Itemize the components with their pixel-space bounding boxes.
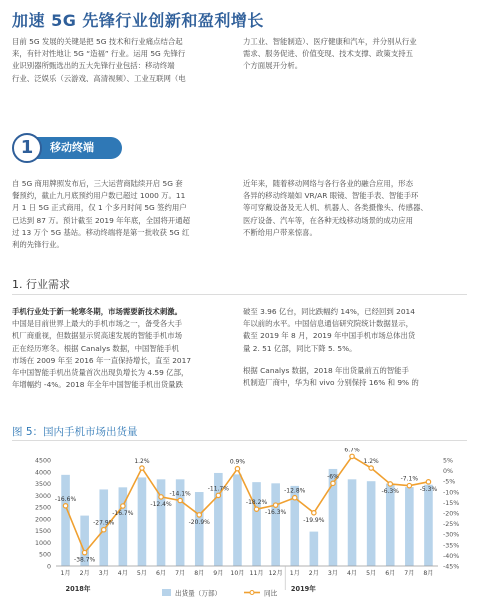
demand-left-column	[12, 306, 232, 391]
mobile-left-column	[12, 178, 232, 251]
bar	[61, 475, 70, 566]
text-line: 各异的移动终端如 VR/AR 眼镜、智能手表、智能手环	[243, 191, 419, 201]
left-tick-label: 4500	[34, 457, 51, 465]
figure-title: 图 5：国内手机市场出货量	[12, 426, 138, 438]
line-point	[312, 511, 316, 515]
right-tick-label: -35%	[443, 542, 460, 550]
left-tick-label: 3000	[34, 492, 51, 500]
x-tick-label: 6月	[385, 570, 396, 577]
text-line: 行业、泛娱乐（云游戏、高清视频）、工业互联网（电	[12, 73, 186, 83]
text-line: 截至 2019 年 8 月，2019 年中国手机市场总体出货	[243, 331, 416, 341]
x-axis	[56, 566, 438, 593]
right-tick-label: 5%	[443, 457, 453, 465]
data-label: -7.1%	[400, 475, 419, 483]
data-label: -18.2%	[245, 499, 268, 507]
data-label: -19.9%	[303, 516, 325, 524]
right-tick-label: -5%	[443, 478, 456, 486]
data-label: -5.3%	[419, 485, 438, 493]
text-line: 机厂商重视，但数据显示贸高速发展的智能手机市场	[12, 331, 182, 341]
line-series	[55, 448, 438, 564]
text-line: 过 13 万个 5G 基站。移动终端将是第一批收获 5G 红	[12, 227, 190, 237]
x-tick-label: 2月	[308, 570, 319, 577]
data-label: -11.7%	[207, 485, 229, 493]
right-tick-label: -20%	[443, 510, 460, 518]
text-line: 机制造厂商中，华为和 vivo 分别保持 16% 和 9% 的	[243, 378, 419, 388]
x-tick-label: 12月	[268, 570, 283, 577]
text-line: 市场在 2009 年至 2016 年一直保持增长，直至 2017	[12, 355, 192, 365]
legend-label-bar: 出货量（万部）	[175, 589, 222, 598]
mobile-right-column	[243, 178, 468, 239]
left-tick-label: 2000	[34, 516, 51, 524]
left-axis	[35, 458, 51, 571]
line-point	[369, 466, 373, 470]
text-line: 个方面展开分析。	[243, 61, 303, 71]
text-line: 等可穿戴设备及无人机、机器人、各类摄像头、传感器、	[243, 203, 428, 213]
year-label-2018: 2018年	[65, 585, 91, 593]
text-line: 不断给用户带来惊喜。	[243, 227, 317, 237]
line-point	[331, 481, 335, 485]
x-tick-label: 1月	[289, 570, 300, 577]
data-label: -27.9%	[93, 519, 115, 527]
figure-divider	[12, 440, 467, 441]
line-point	[273, 503, 277, 507]
badge-number: 1	[12, 133, 42, 163]
data-label: -16.3%	[265, 509, 287, 517]
text-line: 月 1 日 5G 正式商用，仅 1 个多月时间 5G 签约用户	[12, 203, 187, 213]
text-line: 医疗设备、汽车等，在各种无线移动场景的成功应用	[243, 215, 413, 225]
line-point	[197, 513, 201, 517]
legend-label-line: 同比	[264, 589, 278, 598]
text-line: 力工业、智能制造）、医疗健康和汽车，并分别从行业	[243, 37, 417, 46]
x-tick-label: 3月	[98, 570, 109, 577]
demand-right-column	[243, 306, 468, 389]
text-line: 年中国智能手机出货量首次出现负增长为 4.59 亿部，	[12, 368, 189, 378]
intro-left-column	[12, 36, 232, 85]
data-label: -12.4%	[150, 500, 172, 508]
x-tick-label: 5月	[136, 570, 148, 577]
bold-lead: 手机行业处于新一轮寒冬期，市场需要新技术刺激。	[12, 307, 182, 316]
line-point	[121, 504, 125, 508]
right-tick-label: -25%	[443, 521, 460, 529]
data-label: -6.3%	[381, 487, 399, 495]
data-label: 1.2%	[134, 458, 150, 466]
right-tick-label: -30%	[443, 531, 460, 539]
line-point	[426, 480, 430, 484]
text-line: 年增幅约 -4%。2018 年全年中国智能手机出货量跌	[12, 380, 183, 390]
bar	[233, 474, 242, 566]
section-divider	[12, 294, 467, 295]
text-line: 目前 5G 发展的关键是把 5G 技术和行业痛点结合起	[12, 37, 183, 46]
left-tick-label: 4000	[34, 469, 51, 477]
text-line: 利的先锋行业。	[12, 240, 64, 250]
bar	[405, 487, 414, 566]
x-tick-label: 9月	[213, 570, 224, 577]
x-tick-label: 1月	[60, 570, 71, 577]
x-tick-label: 4月	[346, 570, 358, 577]
left-tick-label: 2500	[34, 504, 51, 512]
bar	[195, 492, 204, 566]
line-point	[63, 504, 67, 508]
x-tick-label: 10月	[230, 570, 245, 577]
left-tick-label: 1500	[34, 528, 51, 536]
bar	[252, 482, 261, 566]
line-point	[216, 493, 220, 497]
bar	[348, 479, 357, 566]
text-line: 近年来，随着移动网络与各行各业的融合应用，形态	[243, 179, 413, 188]
legend-marker	[250, 591, 254, 595]
bar	[367, 481, 376, 566]
x-tick-label: 6月	[155, 570, 167, 577]
data-label: -16.7%	[112, 510, 134, 518]
x-tick-label: 7月	[404, 570, 415, 577]
left-tick-label: 1000	[34, 539, 51, 547]
x-tick-label: 5月	[366, 570, 377, 577]
section-badge-mobile-terminal	[12, 133, 212, 163]
line-point	[407, 483, 411, 487]
right-tick-label: 0%	[443, 468, 453, 476]
x-tick-label: 8月	[194, 570, 205, 577]
data-label: -12.8%	[284, 487, 306, 495]
text-line: 来，有针对性地让 5G “造福” 行业。运用 5G 先锋行	[12, 49, 186, 59]
line-point	[159, 495, 163, 499]
line-point	[254, 507, 258, 511]
x-tick-label: 3月	[327, 570, 339, 577]
line-point	[388, 482, 392, 486]
text-line: 破至 3.96 亿台，同比跌幅约 14%，已经回到 2014	[243, 307, 415, 316]
legend	[162, 589, 278, 598]
right-tick-label: -10%	[443, 489, 460, 497]
right-tick-label: -15%	[443, 499, 460, 507]
x-tick-label: 2月	[79, 570, 90, 577]
bar	[424, 485, 433, 566]
legend-swatch-bar	[162, 589, 171, 596]
right-tick-label: -40%	[443, 552, 460, 560]
year-label-2019: 2019年	[290, 585, 316, 593]
page-title: 加速 5G 先锋行业创新和盈利增长	[12, 11, 264, 30]
text-line: 已达到 87 万。预计截至 2019 年年底，全国将开通超	[12, 215, 191, 225]
x-tick-label: 4月	[117, 570, 128, 577]
text-line: 餐预约，截止九月底预约用户数已超过 1000 万。11	[12, 191, 186, 201]
badge-label: 移动终端	[50, 141, 94, 154]
text-line: 量 2. 51 亿部，同比下降 5. 5%。	[243, 343, 357, 353]
line-point	[350, 454, 354, 458]
data-label: -6%	[327, 473, 339, 481]
x-tick-label: 7月	[175, 570, 186, 577]
text-line: 自 5G 商用牌照发布后，三大运营商陆续开启 5G 套	[12, 179, 183, 188]
bar	[138, 477, 147, 566]
x-tick-label: 11月	[249, 570, 264, 577]
data-label: 6.7%	[344, 448, 360, 454]
data-label: -16.6%	[54, 495, 77, 503]
intro-right-column	[243, 36, 468, 73]
right-tick-label: -45%	[443, 563, 460, 571]
bar	[271, 483, 280, 566]
left-tick-label: 3500	[34, 481, 51, 489]
text-line: 业识别器所甄选出的五大先锋行业包括：移动终端	[12, 61, 175, 71]
text-line: 正在经历寒冬。根据 Canalys 数据，中国智能手机	[12, 343, 179, 353]
bar-series	[61, 469, 432, 566]
data-label: 1.2%	[363, 458, 379, 466]
left-tick-label: 0	[46, 563, 51, 571]
line-point	[82, 550, 86, 554]
x-tick-label: 8月	[423, 570, 434, 577]
shipment-chart	[12, 448, 472, 606]
text-line: 年以前的水平。中国信息通信研究院统计数据显示，	[243, 319, 413, 329]
line-point	[140, 466, 144, 470]
data-label: -20.9%	[188, 518, 210, 526]
line-point	[178, 498, 182, 502]
data-label: -14.1%	[169, 490, 191, 498]
data-label: -38.7%	[74, 556, 96, 564]
line-point	[102, 528, 106, 532]
left-tick-label: 500	[38, 551, 51, 559]
text-line: 中国是目前世界上最大的手机市场之一，备受各大手	[12, 319, 182, 329]
right-axis	[443, 458, 459, 571]
bar	[310, 532, 319, 566]
text-line: 需求、服务促进、价值变现、技术支撑、政策支持五	[243, 49, 413, 59]
line-point	[235, 466, 239, 470]
data-label: 0.9%	[229, 458, 246, 466]
text-line: 根据 Canalys 数据，2018 年出货量前五的智能手	[243, 365, 409, 375]
bar	[386, 484, 395, 566]
line-point	[293, 496, 297, 500]
section-heading: 1. 行业需求	[12, 278, 70, 291]
